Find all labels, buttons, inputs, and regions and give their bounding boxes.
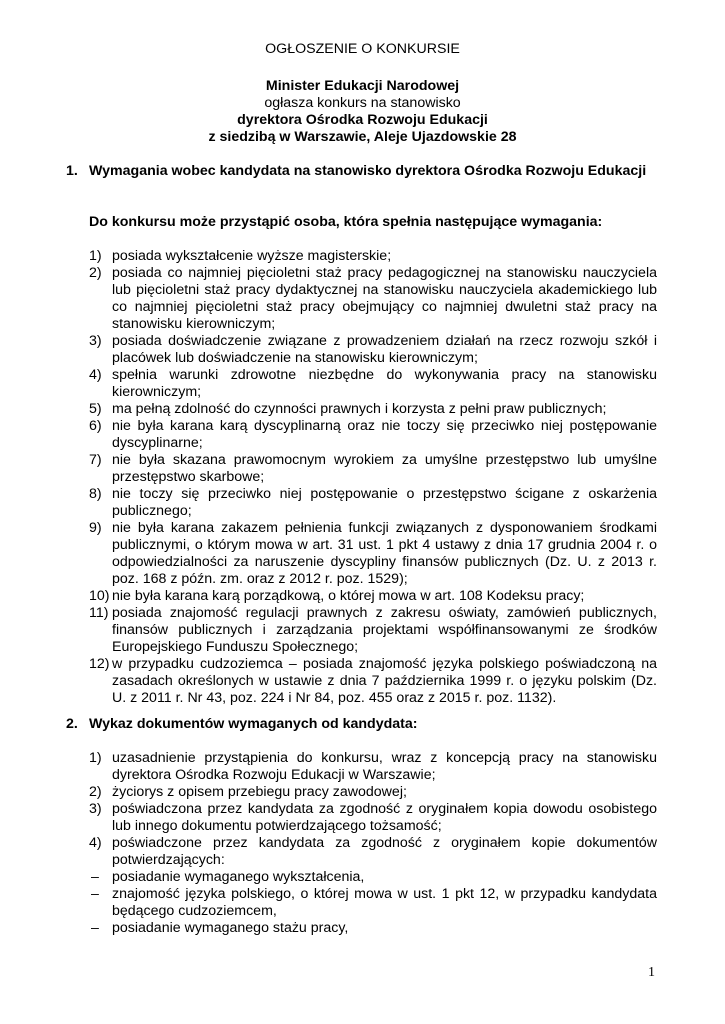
list-item: 9) nie była karana zakazem pełnienia funkcji związanych z dysponowaniem środkami publicznymi, o którym mowa w art. 31 ust. 1 pkt 4 ustawy z dnia 17 grudnia 2004 r. o odpowiedzialności za naruszenie dyscypliny finansów publicznych (Dz. U. z 2013 r. poz. 168 z późn. zm. oraz z 2012 r. poz. 1529); bbox=[89, 520, 657, 587]
heading-address: z siedzibą w Warszawie, Aleje Ujazdowskie 28 bbox=[208, 129, 517, 145]
list-item: 10) nie była karana karą porządkową, o której mowa w art. 108 Kodeksu pracy; bbox=[89, 588, 585, 604]
section-1-header bbox=[66, 163, 656, 180]
heading-announces: ogłasza konkurs na stanowisko bbox=[264, 95, 461, 111]
list-item: – posiadanie wymaganego wykształcenia, bbox=[91, 869, 365, 885]
list-item: 4) spełnia warunki zdrowotne niezbędne do wykonywania pracy na stanowisku kierowniczym; bbox=[89, 367, 657, 400]
section-1-number: 1. bbox=[66, 163, 78, 179]
list-item: 11) posiada znajomość regulacji prawnych z zakresu oświaty, zamówień publicznych, finansów publicznych i zarządzania projektami współfinansowanymi ze środków Europejskiego Funduszu Społecznego; bbox=[89, 605, 657, 655]
section-2-title: Wykaz dokumentów wymaganych od kandydata: bbox=[89, 716, 418, 732]
list-item: 1) posiada wykształcenie wyższe magisterskie; bbox=[89, 248, 392, 264]
heading-position: dyrektora Ośrodka Rozwoju Edukacji bbox=[237, 112, 488, 128]
list-item: 3) posiada doświadczenie związane z prowadzeniem działań na rzecz rozwoju szkół i placówek lub doświadczenie na stanowisku kierowniczym; bbox=[89, 333, 657, 366]
list-item: – posiadanie wymaganego stażu pracy, bbox=[91, 920, 349, 936]
heading-minister: Minister Edukacji Narodowej bbox=[265, 78, 460, 94]
list-item: 8) nie toczy się przeciwko niej postępowanie o przestępstwo ścigane z oskarżenia publicznego; bbox=[89, 486, 657, 519]
requirements-list bbox=[89, 248, 657, 707]
document-title: OGŁOSZENIE O KONKURSIE bbox=[265, 41, 460, 57]
announcement-heading bbox=[0, 78, 725, 146]
list-item: 2) posiada co najmniej pięcioletni staż pracy pedagogicznej na stanowisku nauczyciela lub pięcioletni staż pracy dydaktycznej na stanowisku nauczyciela akademickiego lub co najmniej pięcioletni staż pracy obejmujący co najmniej dwuletni staż pracy na stanowisku kierowniczym; bbox=[89, 265, 657, 332]
documents-list bbox=[89, 750, 657, 937]
section-2-number: 2. bbox=[66, 716, 78, 732]
page-number: 1 bbox=[648, 965, 655, 980]
list-item: – znajomość języka polskiego, o której mowa w ust. 1 pkt 12, w przypadku kandydata będącego cudzoziemcem, bbox=[91, 886, 657, 919]
section-1-lead: Do konkursu może przystąpić osoba, która spełnia następujące wymagania: bbox=[89, 214, 603, 230]
list-item: 6) nie była karana karą dyscyplinarną oraz nie toczy się przeciwko niej postępowanie dyscyplinarne; bbox=[89, 418, 657, 451]
list-item: 3) poświadczona przez kandydata za zgodność z oryginałem kopia dowodu osobistego lub innego dokumentu potwierdzającego tożsamość; bbox=[89, 801, 657, 834]
section-2-header bbox=[66, 716, 656, 733]
section-1-title: Wymagania wobec kandydata na stanowisko dyrektora Ośrodka Rozwoju Edukacji bbox=[89, 163, 647, 179]
list-item: 5) ma pełną zdolność do czynności prawnych i korzysta z pełni praw publicznych; bbox=[89, 401, 607, 417]
list-item: 2) życiorys z opisem przebiegu pracy zawodowej; bbox=[89, 784, 407, 800]
list-item: 4) poświadczone przez kandydata za zgodność z oryginałem kopie dokumentów potwierdzających: bbox=[89, 835, 657, 868]
list-item: 12) w przypadku cudzoziemca – posiada znajomość języka polskiego poświadczoną na zasadach określonych w ustawie z dnia 7 października 1999 r. o języku polskim (Dz. U. z 2011 r. Nr 43, poz. 224 i Nr 84, poz. 455 oraz z 2015 r. poz. 1132). bbox=[89, 656, 657, 706]
list-item: 7) nie była skazana prawomocnym wyrokiem za umyślne przestępstwo lub umyślne przestępstwo skarbowe; bbox=[89, 452, 657, 485]
list-item: 1) uzasadnienie przystąpienia do konkursu, wraz z koncepcją pracy na stanowisku dyrektora Ośrodka Rozwoju Edukacji w Warszawie; bbox=[89, 750, 657, 783]
